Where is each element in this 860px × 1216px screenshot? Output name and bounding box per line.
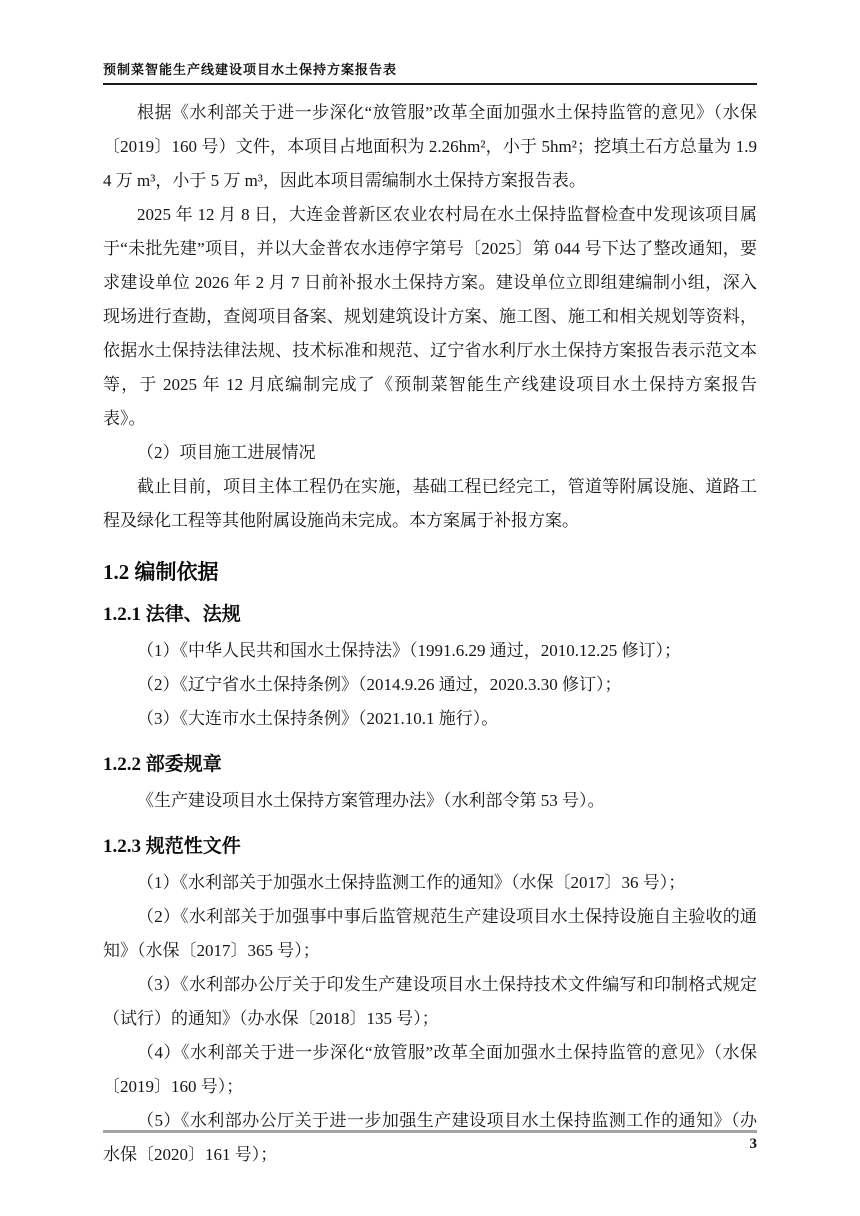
running-header-title: 预制菜智能生产线建设项目水土保持方案报告表 xyxy=(103,62,398,77)
section-heading-ministry-rules: 1.2.2 部委规章 xyxy=(103,754,222,775)
document-body xyxy=(103,96,757,1172)
normative-doc-item-4: （4）《水利部关于进一步深化“放管服”改革全面加强水土保持监管的意见》（水保〔2019〕160 号）； xyxy=(103,1043,757,1096)
paragraph-inspection-notice: 2025 年 12 月 8 日，大连金普新区农业农村局在水土保持监督检查中发现该项目属于“未批先建”项目，并以大金普农水违停字第号〔2025〕第 044 号下达了整改通知，要求建设单位 2026 年 2 月 7 日前补报水土保持方案。建设单位立即组建编制小组，深入现场进行查勘，查阅项目备案、规划建筑设计方案、施工图、施工和相关规划等资料，依据水土保持法律法规、技术标准和规范、辽宁省水利厅水土保持方案报告表示范文本等，于 2025 年 12 月底编制完成了《预制菜智能生产线建设项目水土保持方案报告表》。 xyxy=(103,205,757,428)
ministry-rule-item: 《生产建设项目水土保持方案管理办法》（水利部令第 53 号）。 xyxy=(137,791,605,810)
normative-doc-item-3: （3）《水利部办公厅关于印发生产建设项目水土保持技术文件编写和印制格式规定（试行）的通知》（办水保〔2018〕135 号）； xyxy=(103,975,757,1028)
section-heading-laws-regulations: 1.2.1 法律、法规 xyxy=(103,604,241,625)
paragraph-construction-progress-label: （2）项目施工进展情况 xyxy=(137,443,316,462)
section-heading-compilation-basis: 1.2 编制依据 xyxy=(103,560,219,584)
paragraph-report-basis: 根据《水利部关于进一步深化“放管服”改革全面加强水土保持监管的意见》（水保〔2019〕160 号）文件，本项目占地面积为 2.26hm²，小于 5hm²；挖填土石方总量为 1.94 万 m³，小于 5 万 m³，因此本项目需编制水土保持方案报告表。 xyxy=(103,103,757,190)
normative-doc-item-2: （2）《水利部关于加强事中事后监管规范生产建设项目水土保持设施自主验收的通知》（水保〔2017〕365 号）； xyxy=(103,907,757,960)
law-item-3: （3）《大连市水土保持条例》（2021.10.1 施行）。 xyxy=(137,709,499,728)
normative-doc-item-1: （1）《水利部关于加强水土保持监测工作的通知》（水保〔2017〕36 号）； xyxy=(137,873,686,892)
normative-doc-item-5: （5）《水利部办公厅关于进一步加强生产建设项目水土保持监测工作的通知》（办水保〔2020〕161 号）； xyxy=(103,1111,757,1164)
page-number: 3 xyxy=(749,1136,757,1152)
page-footer xyxy=(103,1130,757,1154)
law-item-2: （2）《辽宁省水土保持条例》（2014.9.26 通过，2020.3.30 修订）； xyxy=(137,675,622,694)
law-item-1: （1）《中华人民共和国水土保持法》（1991.6.29 通过，2010.12.25 修订）； xyxy=(137,641,681,660)
paragraph-construction-progress: 截止目前，项目主体工程仍在实施，基础工程已经完工，管道等附属设施、道路工程及绿化工程等其他附属设施尚未完成。本方案属于补报方案。 xyxy=(103,477,757,530)
section-heading-normative-documents: 1.2.3 规范性文件 xyxy=(103,836,241,857)
page-header xyxy=(103,62,757,85)
